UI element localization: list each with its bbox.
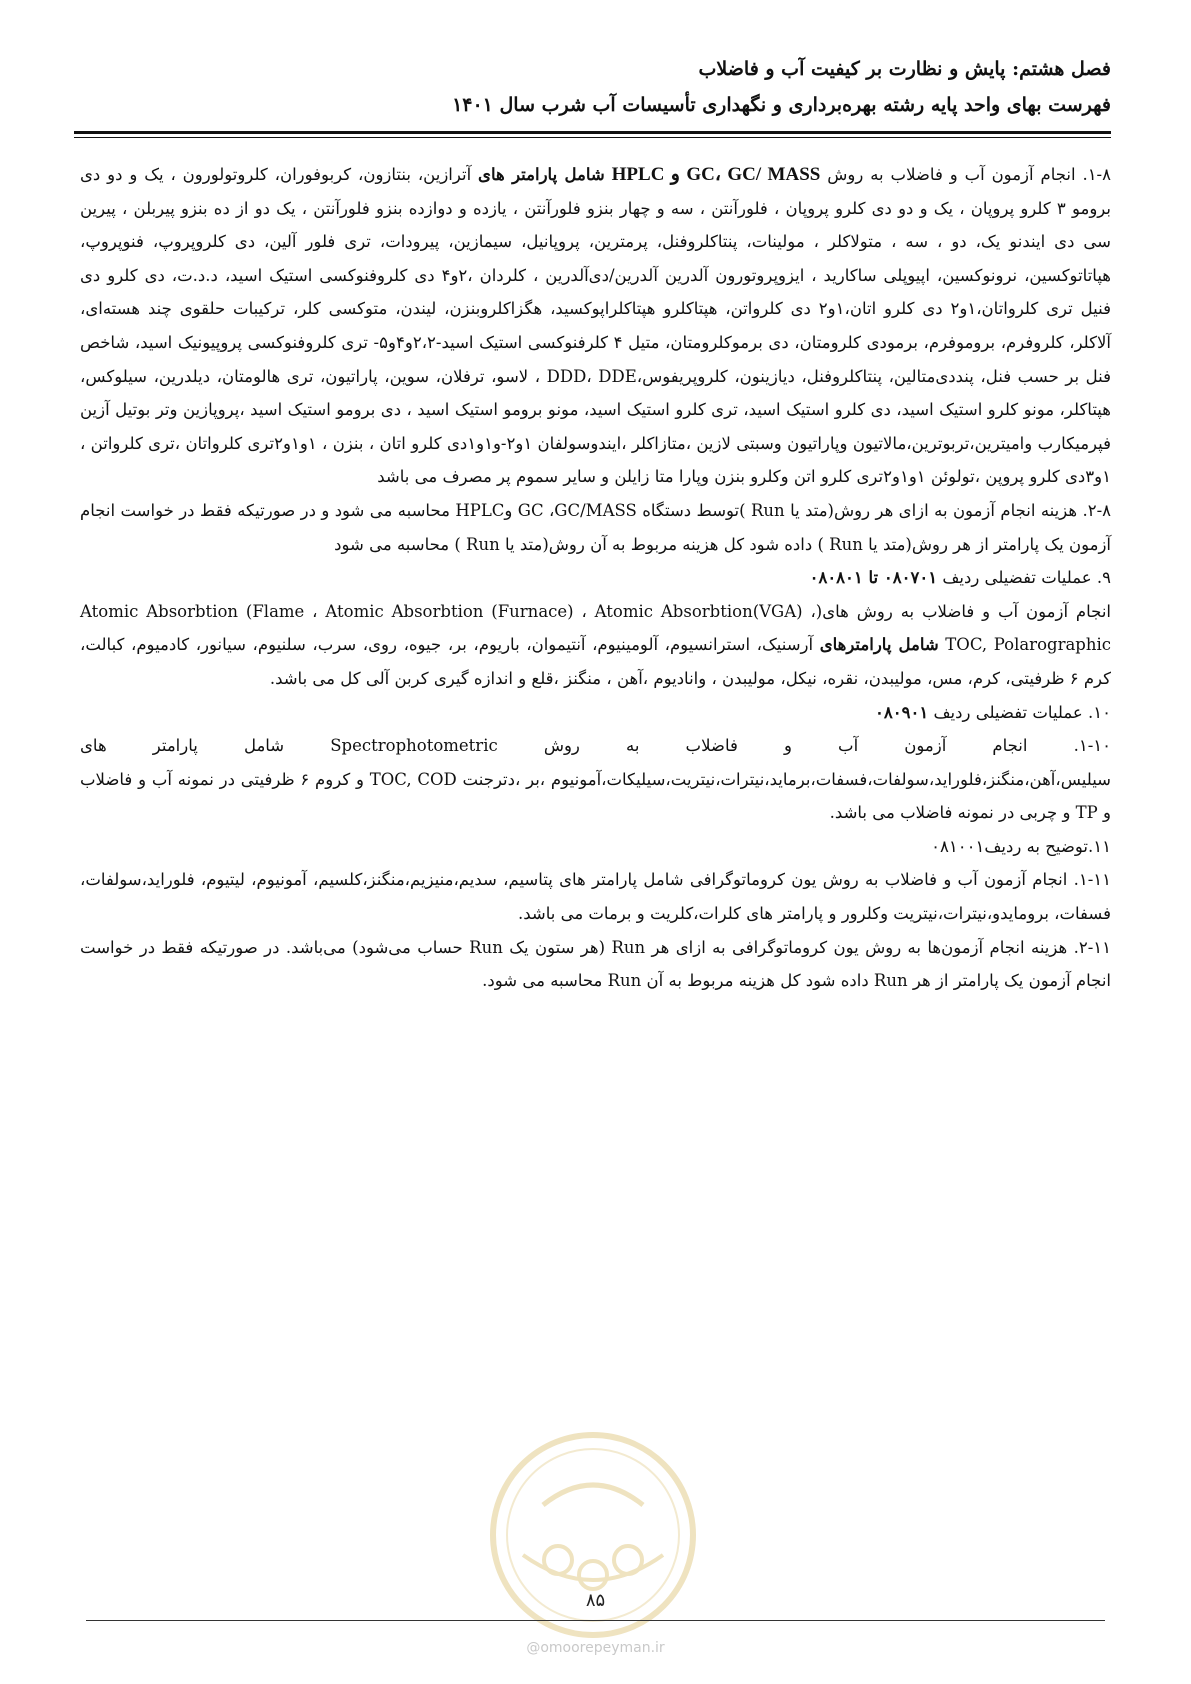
- paragraph-11-2: ۲-۱۱. هزینه انجام آزمون‌ها به روش یون کروماتوگرافی به ازای هر Run (هر ستون یک Run حساب می‌شود) می‌باشد. در صورتیکه فقط در خواست انجام آزمون یک پارامتر از هر Run داده شود کل هزینه مربوط به آن Run محاسبه می شود.: [80, 937, 1112, 991]
- heading-11: ۱۱.توضیح به ردیف۰۸۱۰۰۱: [931, 836, 1111, 856]
- paragraph-8-1-text: آترازین، بنتازون، کربوفوران، کلروتولورون ، یک و دو دی برومو ۳ کلرو پروپان ، یک و دو دی کلرو پروپان ، فلورآنتن ، سه و چهار بنزو فلورآنتن ، یازده و دوازده بنزو فلورآنتن ، یک دو از ده بنزو پیربلن ، پیرین سی دی ایندنو یک، دو ، سه ، متولاکلر ، مولینات، پنتاکلروفنل، پرمترین، پروپانیل، سیمازین، پیرودات، تری فلور آلین، دی کلروپروپ، فنوپروپ، هپاتاتوکسین، نرونوکسین، اپیوپلی ساکارید ، ایزوپروتورون آلدرین آلدرین/دی‌آلدرین ، کلردان ،۲و۴ دی کلروفنوکسی استیک اسید، د.د.ت، دی کلرو دی فنیل تری کلرواتان،۱و۲ دی کلرو اتان،۱و۲ دی کلرواتن، هپتاکلرو هپتاکلراپوکسید، هگزاکلروبنزن، لیندن، متوکسی کلر، ترکیبات حلقوی چند هسته‌ای، آلاکلر، کلروفرم، بروموفرم، برمودی کلرومتان، دی برموکلرومتان، متیل ۴ کلرفنوکسی استیک اسید-۲،۲و۴و۵- تری کلروفنوکسی پروپیونیک اسید، شاخص فنل بر حسب فنل، پنددی‌متالین، پنتاکلروفنل، دیازینون، کلروپریفوس،DDD، DDE ، لاسو، ترفلان، سوین، پاراتیون، تری هالومتان، دیلدرین، سیلوکس، هپتاکلر، مونو کلرو استیک اسید، دی کلرو استیک اسید، تری کلرو استیک اسید، مونو برومو استیک اسید ، دی برومو استیک اسید ،پروپازین وتر بوتیل آزین فپرمیکارب وامیترین،تربوترین،مالاتیون وپاراتیون وسبتی لازین ،متازاکلر ،ایندوسولفان ۱و۲-و۱و۱دی کلرو اتان ، بنزن ، ۱و۱و۲تری کلرواتان ،تری کلرواتن ، ۱و۳دی کلرو پروپن ،تولوئن ۱و۱و۲تری کلرو اتن وکلرو بنزن وپارا متا زایلن و سایر سموم پر مصرف می باشد: [80, 165, 1111, 487]
- heading-9-range: ۰۸۰۷۰۱ تا ۰۸۰۸۰۱: [809, 568, 938, 588]
- paragraph-8-1-bold: شامل پارامتر های: [478, 165, 605, 184]
- paragraph-11-1: ۱-۱۱. انجام آزمون آب و فاضلاب به روش یون کروماتوگرافی شامل پارامتر های پتاسیم، سدیم،منیزیم،منگنز،کلسیم، آمونیوم، لیتیوم، فلوراید،سولفات، فسفات، برومایدو،نیترات،نیتریت وکلرور و پارامتر های کلرات،کلریت و برمات می باشد.: [80, 870, 1111, 924]
- chapter-title: فصل هشتم: پایش و نظارت بر کیفیت آب و فاضلاب: [698, 58, 1111, 80]
- heading-9: [80, 561, 1111, 595]
- price-list-title: فهرست بهای واحد پایه رشته بهره‌برداری و نگهداری تأسیسات آب شرب سال ۱۴۰۱: [452, 94, 1111, 116]
- paragraph-8-1: [80, 158, 1111, 494]
- heading-10-lead: ۱۰. عملیات تفضیلی ردیف: [933, 702, 1111, 722]
- page-number: ۸۵: [585, 1590, 606, 1611]
- header-rule-thick: [74, 131, 1111, 134]
- header-rule-thin: [74, 137, 1111, 138]
- heading-10: [80, 696, 1111, 730]
- watermark-text: @omoorepeyman.ir: [526, 1640, 665, 1656]
- document-body: [80, 158, 1111, 998]
- paragraph-8-1-lead: ۱-۸. انجام آزمون آب و فاضلاب به روش: [827, 165, 1111, 184]
- heading-9-lead: ۹. عملیات تفضیلی ردیف: [942, 568, 1111, 588]
- footer-rule: [86, 1620, 1105, 1621]
- watermark-logo: [483, 1425, 703, 1645]
- heading-10-code: ۰۸۰۹۰۱: [875, 702, 929, 722]
- paragraph-8-1-methods: GC، GC/ MASS و HPLC: [611, 164, 821, 185]
- paragraph-9-lead: انجام آزمون آب و فاضلاب به روش های(Atomic Absorbtion (Flame ، Atomic Absorbtion (Furnace) ، Atomic Absorbtion(VGA) ، TOC, Polarographic: [80, 601, 1111, 655]
- paragraph-8-2: ۲-۸. هزینه انجام آزمون به ازای هر روش(متد یا Run )توسط دستگاه GC ،GC/MASS وHPLC محاسبه می شود و در صورتیکه فقط در خواست انجام آزمون یک پارامتر از هر روش(متد یا Run ) داده شود کل هزینه مربوط به آن روش(متد یا Run ) محاسبه می شود: [80, 500, 1112, 554]
- paragraph-9-bold: شامل پارامترهای: [819, 635, 939, 655]
- paragraph-9-text: آرسنیک، استرانسیوم، آلومینیوم، آنتیموان، باریوم، بر، جیوه، روی، سرب، سلنیوم، سیانور، کادمیوم، کبالت، کرم ۶ ظرفیتی، کرم، مس، مولیبدن، نقره، نیکل، مولیبدن ، وانادیوم ،آهن ، منگنز ،قلع و اندازه گیری کربن آلی کل می باشد.: [80, 635, 1111, 688]
- paragraph-9: [80, 595, 1111, 696]
- paragraph-10-1: ۱-۱۰. انجام آزمون آب و فاضلاب به روش Spectrophotometric شامل پارامتر های سیلیس،آهن،منگنز،فلوراید،سولفات،فسفات،برماید،نیترات،نیتریت،سیلیکات،آمونیوم ،بر ،دترجنت TOC, COD و کروم ۶ ظرفیتی در نمونه آب و فاضلاب و TP و چربی در نمونه فاضلاب می باشد.: [80, 736, 1111, 823]
- page-header: [80, 54, 1111, 120]
